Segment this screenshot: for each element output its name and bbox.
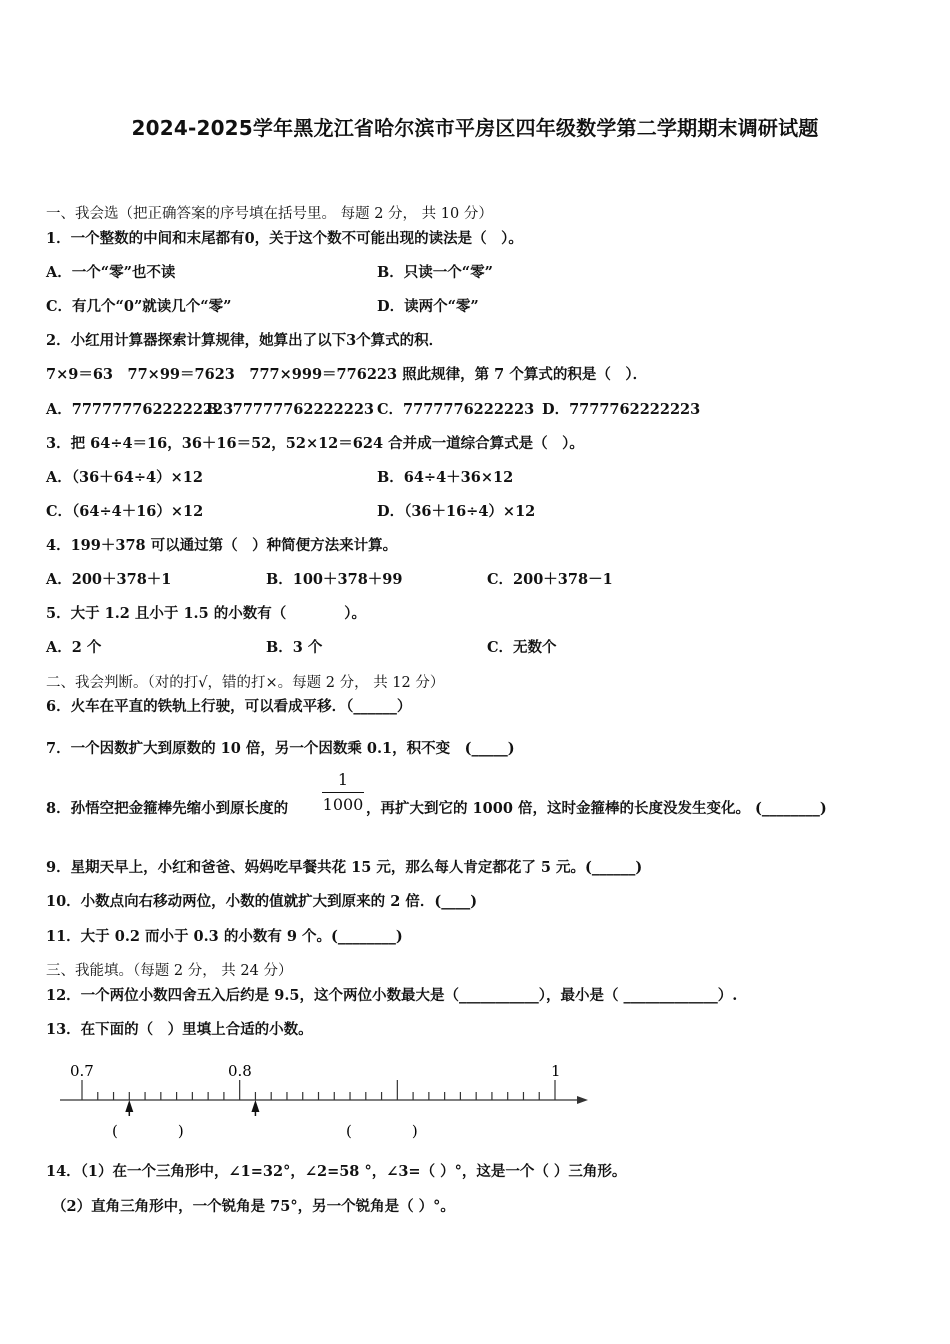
question-9: 9．星期天早上，小红和爸爸、妈妈吃早餐共花 15 元，那么每人肯定都花了 5 元。(______) (46, 859, 643, 876)
number-line-answer-2: ( ) (346, 1122, 418, 1140)
q1-option-b: B．只读一个“零” (377, 264, 493, 281)
q2-option-b: B．77777762222223 (206, 401, 375, 418)
question-2: 2．小红用计算器探索计算规律，她算出了以下3个算式的积． (46, 332, 444, 349)
q3-option-b: B．64÷4＋36×12 (377, 469, 514, 486)
question-7: 7．一个因数扩大到原数的 10 倍，另一个因数乘 0.1，积不变 (_____) (46, 740, 515, 757)
question-1: 1．一个整数的中间和末尾都有0，关于这个数不可能出现的读法是（ ）。 (46, 230, 523, 247)
page-title: 2024-2025学年黑龙江省哈尔滨市平房区四年级数学第二学期期末调研试题 (131, 116, 819, 140)
number-line-arrowhead (577, 1096, 588, 1104)
section-3-heading: 三、我能填。（每题 2 分， 共 24 分） (46, 963, 293, 979)
q2-option-a: A．7777777622222223 (46, 401, 234, 418)
fraction-denominator: 1000 (322, 795, 364, 814)
question-13: 13．在下面的（ ）里填上合适的小数。 (46, 1021, 313, 1038)
q1-option-a: A．一个“零”也不读 (46, 264, 176, 281)
question-5: 5．大于 1.2 且小于 1.5 的小数有（ ）。 (46, 605, 366, 622)
q4-option-a: A．200＋378＋1 (46, 571, 172, 588)
q3-option-d: D．（36＋16÷4）×12 (377, 503, 536, 520)
question-11: 11．大于 0.2 而小于 0.3 的小数有 9 个。(________) (46, 928, 403, 945)
question-3: 3．把 64÷4＝16，36＋16＝52，52×12＝624 合并成一道综合算式是（ ）。 (46, 435, 584, 452)
question-2-formulas: 7×9＝63 77×99＝7623 777×999＝776223 照此规律，第 7 个算式的积是（ ）． (46, 366, 648, 383)
q5-option-b: B．3 个 (266, 639, 323, 656)
question-14-part-2: （2）直角三角形中，一个锐角是 75°，另一个锐角是（ ）°。 (52, 1198, 455, 1215)
section-2-heading: 二、我会判断。（对的打√，错的打×。每题 2 分， 共 12 分） (46, 675, 445, 691)
q3-option-a: A．（36＋64÷4）×12 (46, 469, 203, 486)
q1-option-c: C．有几个“0”就读几个“零” (46, 298, 232, 315)
q5-option-a: A．2 个 (46, 639, 102, 656)
q4-option-b: B．100＋378＋99 (266, 571, 403, 588)
number-line-answer-1: ( ) (112, 1122, 184, 1140)
q1-option-d: D．读两个“零” (377, 298, 479, 315)
question-8-before: 8．孙悟空把金箍棒先缩小到原长度的 (46, 800, 289, 817)
q2-option-d: D．7777762222223 (542, 401, 701, 418)
q5-option-c: C．无数个 (487, 639, 557, 656)
number-line-label-end: 1 (551, 1062, 561, 1080)
question-12: 12．一个两位小数四舍五入后约是 9.5，这个两位小数最大是（___________），最小是（ _____________）. (46, 987, 738, 1004)
q3-option-c: C．（64÷4＋16）×12 (46, 503, 204, 520)
number-line-ticks (82, 1080, 555, 1100)
question-4: 4．199＋378 可以通过第（ ）种简便方法来计算。 (46, 537, 398, 554)
section-1-heading: 一、我会选（把正确答案的序号填在括号里。 每题 2 分， 共 10 分） (46, 206, 493, 222)
q4-option-c: C．200＋378－1 (487, 571, 613, 588)
fraction-numerator: 1 (337, 770, 349, 789)
question-10: 10．小数点向右移动两位，小数的值就扩大到原来的 2 倍．(____) (46, 893, 478, 910)
question-8-after: ，再扩大到它的 1000 倍，这时金箍棒的长度没发生变化。 (________) (366, 800, 827, 817)
question-6: 6．火车在平直的铁轨上行驶，可以看成平移．（______） (46, 698, 412, 715)
number-line-label-mid: 0.8 (228, 1062, 252, 1080)
number-line-label-start: 0.7 (70, 1062, 94, 1080)
question-14-part-1: 14．（1）在一个三角形中，∠1=32°，∠2=58 °，∠3=（ ）°，这是一个（ ）三角形。 (46, 1163, 627, 1180)
q2-option-c: C．7777776222223 (377, 401, 535, 418)
